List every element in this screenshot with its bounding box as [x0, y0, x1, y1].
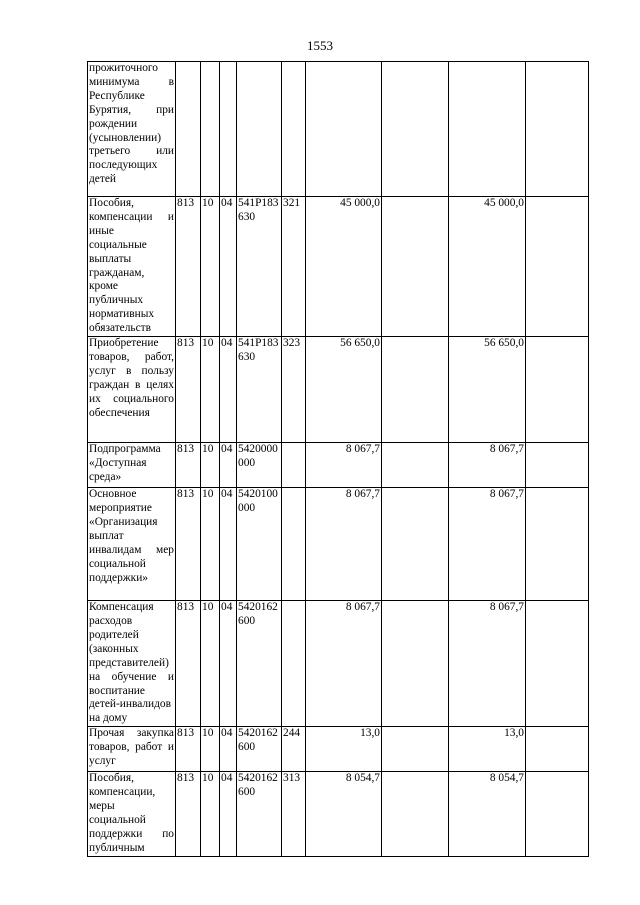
section-cell: 10	[201, 772, 220, 856]
grbs-cell: 813	[176, 443, 201, 488]
subsection-cell: 04	[220, 488, 237, 601]
section-cell: 10	[201, 488, 220, 601]
expense-type-cell	[282, 601, 306, 727]
amount-cell: 8 067,7	[306, 488, 382, 601]
amount-cell-2	[382, 197, 449, 337]
table-row	[88, 197, 589, 337]
amount-cell-4	[526, 601, 589, 727]
section-cell: 10	[201, 443, 220, 488]
amount-cell-2	[382, 337, 449, 443]
target-article-cell: 541P183630	[237, 337, 282, 443]
grbs-cell: 813	[176, 337, 201, 443]
row-name-cell: Пособия, компенсации, меры социальной поддержки по публичным	[88, 772, 176, 856]
amount-cell-4	[526, 62, 589, 197]
section-cell: 10	[201, 601, 220, 727]
row-name-cell: прожиточного минимума в Республике Бурятия, при рождении (усыновлении) третьего или последующих детей	[88, 62, 176, 197]
table-row	[88, 337, 589, 443]
amount-cell-3: 8 067,7	[449, 443, 526, 488]
expense-type-cell	[282, 443, 306, 488]
row-name-cell: Основное мероприятие «Организация выплат инвалидам мер социальной поддержки»	[88, 488, 176, 601]
subsection-cell: 04	[220, 443, 237, 488]
subsection-cell: 04	[220, 337, 237, 443]
table-row	[88, 443, 589, 488]
table-row	[88, 62, 589, 197]
amount-cell-3	[449, 62, 526, 197]
expense-type-cell	[282, 62, 306, 197]
target-article-cell: 5420162600	[237, 601, 282, 727]
amount-cell-3: 13,0	[449, 727, 526, 772]
grbs-cell	[176, 62, 201, 197]
expense-type-cell	[282, 488, 306, 601]
subsection-cell: 04	[220, 772, 237, 856]
target-article-cell: 5420162600	[237, 727, 282, 772]
amount-cell-3: 56 650,0	[449, 337, 526, 443]
amount-cell-2	[382, 443, 449, 488]
amount-cell-4	[526, 488, 589, 601]
amount-cell-2	[382, 62, 449, 197]
amount-cell-2	[382, 488, 449, 601]
target-article-cell: 5420000000	[237, 443, 282, 488]
expense-type-cell: 313	[282, 772, 306, 856]
grbs-cell: 813	[176, 601, 201, 727]
row-name-cell: Прочая закупка товаров, работ и услуг	[88, 727, 176, 772]
amount-cell: 8 054,7	[306, 772, 382, 856]
amount-cell: 8 067,7	[306, 601, 382, 727]
amount-cell-3: 45 000,0	[449, 197, 526, 337]
table-row	[88, 601, 589, 727]
target-article-cell: 5420162600	[237, 772, 282, 856]
amount-cell: 13,0	[306, 727, 382, 772]
subsection-cell: 04	[220, 601, 237, 727]
subsection-cell: 04	[220, 727, 237, 772]
expense-type-cell: 323	[282, 337, 306, 443]
target-article-cell: 5420100000	[237, 488, 282, 601]
page-number: 1553	[307, 38, 333, 53]
amount-cell-2	[382, 772, 449, 856]
section-cell: 10	[201, 197, 220, 337]
amount-cell-3: 8 067,7	[449, 488, 526, 601]
amount-cell-4	[526, 443, 589, 488]
grbs-cell: 813	[176, 772, 201, 856]
grbs-cell: 813	[176, 488, 201, 601]
subsection-cell: 04	[220, 197, 237, 337]
row-name-cell: Пособия, компенсации и иные социальные выплаты гражданам, кроме публичных нормативных обязательств	[88, 197, 176, 337]
amount-cell: 45 000,0	[306, 197, 382, 337]
target-article-cell: 541P183630	[237, 197, 282, 337]
expense-type-cell: 321	[282, 197, 306, 337]
row-name-cell: Компенсация расходов родителей (законных представителей) на обучение и воспитание детей-инвалидов на дому	[88, 601, 176, 727]
amount-cell-4	[526, 337, 589, 443]
amount-cell-3: 8 067,7	[449, 601, 526, 727]
table-row	[88, 488, 589, 601]
amount-cell: 8 067,7	[306, 443, 382, 488]
amount-cell	[306, 62, 382, 197]
row-name-cell: Приобретение товаров, работ, услуг в пользу граждан в целях их социального обеспечения	[88, 337, 176, 443]
amount-cell: 56 650,0	[306, 337, 382, 443]
section-cell: 10	[201, 337, 220, 443]
amount-cell-4	[526, 727, 589, 772]
table-row	[88, 772, 589, 856]
grbs-cell: 813	[176, 197, 201, 337]
amount-cell-3: 8 054,7	[449, 772, 526, 856]
budget-table	[87, 61, 589, 857]
table-row	[88, 727, 589, 772]
section-cell: 10	[201, 727, 220, 772]
row-name-cell: Подпрограмма «Доступная среда»	[88, 443, 176, 488]
section-cell	[201, 62, 220, 197]
subsection-cell	[220, 62, 237, 197]
amount-cell-2	[382, 601, 449, 727]
amount-cell-4	[526, 197, 589, 337]
expense-type-cell: 244	[282, 727, 306, 772]
target-article-cell	[237, 62, 282, 197]
grbs-cell: 813	[176, 727, 201, 772]
amount-cell-4	[526, 772, 589, 856]
amount-cell-2	[382, 727, 449, 772]
